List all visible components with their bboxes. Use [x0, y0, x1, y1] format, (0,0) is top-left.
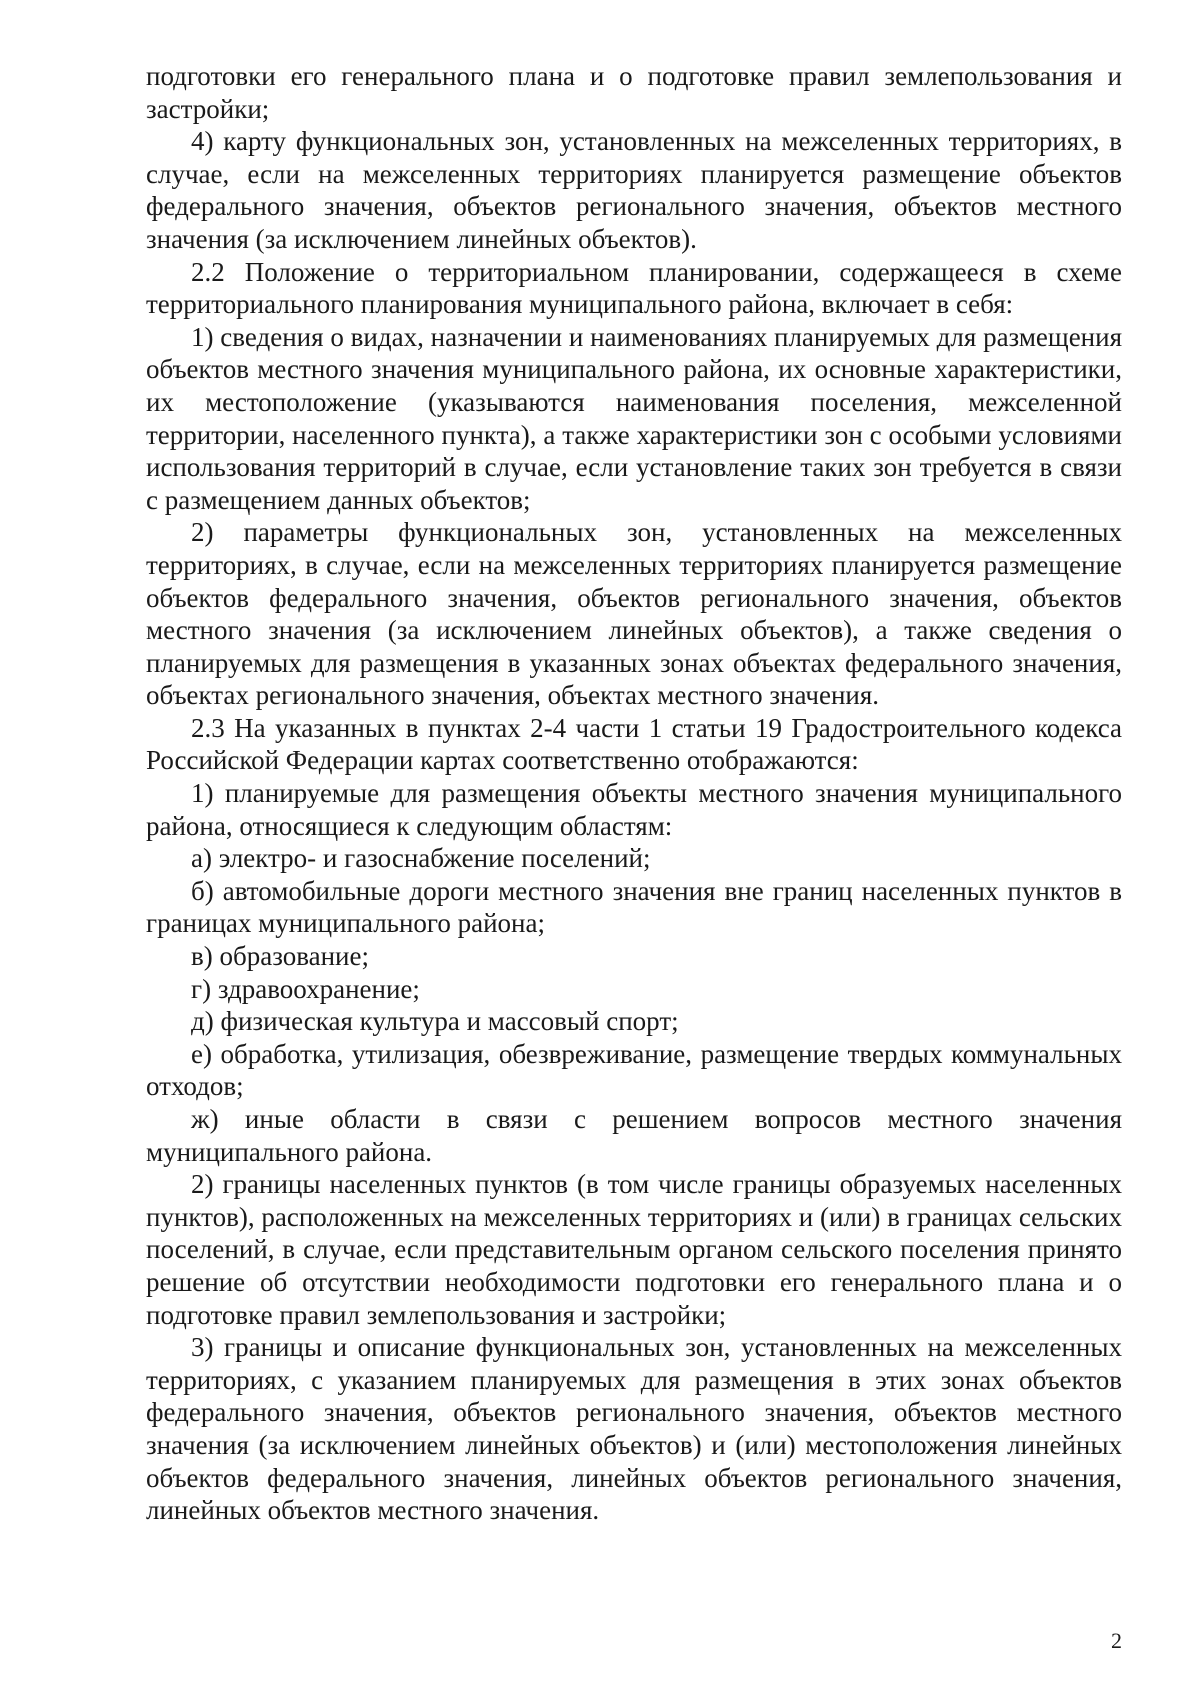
paragraph-section-2-2: 2.2 Положение о территориальном планировании, содержащееся в схеме территориального планирования муниципального района, включает в себя:	[146, 256, 1122, 320]
paragraph-section-2-3-item-3: 3) границы и описание функциональных зон, установленных на межселенных территориях, с указанием планируемых для размещения в этих зонах объектов федерального значения, объектов регионального значения, объектов местного значения (за исключением линейных объектов) и (или) местоположения линейных объектов федерального значения, линейных объектов регионального значения, линейных объектов местного значения.	[146, 1332, 1122, 1526]
list-item-e: е) обработка, утилизация, обезвреживание, размещение твердых коммунальных отходов;	[146, 1038, 1122, 1102]
document-body	[146, 60, 1122, 1527]
list-item-g: г) здравоохранение;	[191, 973, 420, 1004]
paragraph-section-2-3-item-1: 1) планируемые для размещения объекты местного значения муниципального района, относящиеся к следующим областям:	[146, 778, 1122, 841]
paragraph-item-4-map: 4) карту функциональных зон, установленных на межселенных территориях, в случае, если на межселенных территориях планируется размещение объектов федерального значения, объектов регионального значения, объектов местного значения (за исключением линейных объектов).	[146, 126, 1122, 254]
list-item-b: б) автомобильные дороги местного значения вне границ населенных пунктов в границах муниципального района;	[146, 875, 1122, 939]
list-item-zh: ж) иные области в связи с решением вопросов местного значения муниципального района.	[146, 1104, 1122, 1167]
list-item-d: д) физическая культура и массовый спорт;	[191, 1006, 679, 1037]
paragraph-section-2-2-item-1: 1) сведения о видах, назначении и наименованиях планируемых для размещения объектов местного значения муниципального района, их основные характеристики, их местоположение (указываются наименования поселения, межселенной территории, населенного пункта), а также характеристики зон с особыми условиями использования территорий в случае, если установление таких зон требуется в связи с размещением данных объектов;	[146, 321, 1122, 515]
paragraph-section-2-3: 2.3 На указанных в пунктах 2-4 части 1 статьи 19 Градостроительного кодекса Российской Федерации картах соответственно отображаются:	[146, 712, 1122, 776]
paragraph-continuation: подготовки его генерального плана и о подготовке правил землепользования и застройки;	[146, 61, 1122, 124]
list-item-a: а) электро- и газоснабжение поселений;	[191, 843, 651, 874]
list-item-v: в) образование;	[191, 941, 369, 972]
page-number: 2	[1111, 1628, 1122, 1653]
paragraph-section-2-2-item-2: 2) параметры функциональных зон, установленных на межселенных территориях, в случае, если на межселенных территориях планируется размещение объектов федерального значения, объектов регионального значения, объектов местного значения (за исключением линейных объектов), а также сведения о планируемых для размещения в указанных зонах объектах федерального значения, объектах регионального значения, объектах местного значения.	[146, 517, 1122, 711]
paragraph-section-2-3-item-2: 2) границы населенных пунктов (в том числе границы образуемых населенных пунктов), расположенных на межселенных территориях и (или) в границах сельских поселений, в случае, если представительным органом сельского поселения принято решение об отсутствии необходимости подготовки его генерального плана и о подготовке правил землепользования и застройки;	[146, 1169, 1122, 1330]
